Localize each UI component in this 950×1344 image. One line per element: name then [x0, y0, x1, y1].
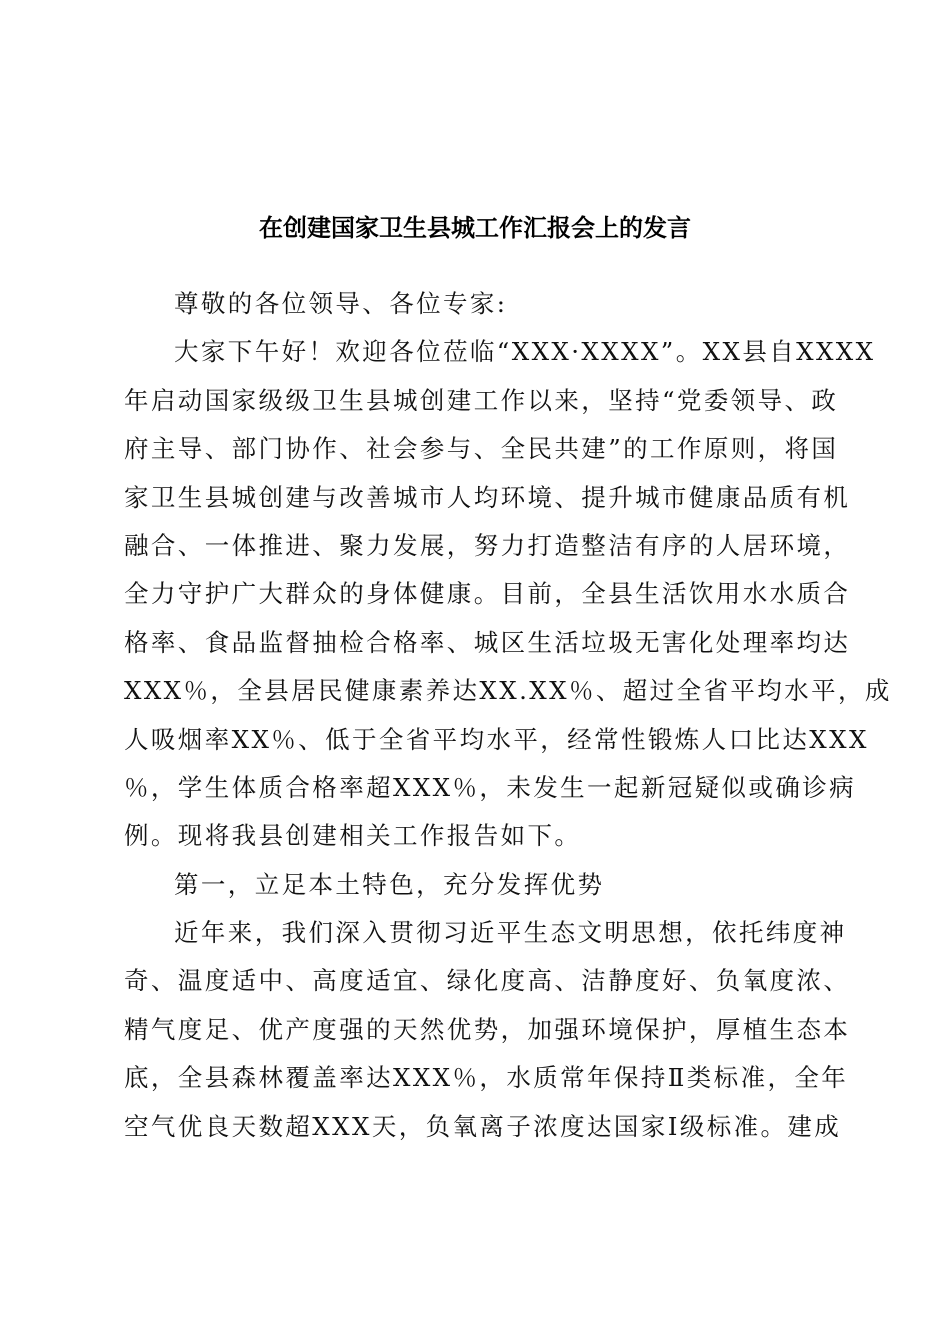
- paragraph-line: ％，学生体质合格率超XXX％，未发生一起新冠疑似或确诊病: [124, 772, 857, 802]
- paragraph-line: 底，全县森林覆盖率达XXX％，水质常年保持Ⅱ类标准，全年: [124, 1063, 849, 1093]
- paragraph-line: 格率、食品监督抽检合格率、城区生活垃圾无害化处理率均达: [124, 627, 851, 657]
- paragraph-line: 府主导、部门协作、社会参与、全民共建”的工作原则，将国: [124, 434, 839, 464]
- paragraph-line: 奇、温度适中、高度适宜、绿化度高、洁静度好、负氧度浓、: [124, 966, 851, 996]
- paragraph-line: 年启动国家级级卫生县城创建工作以来，坚持“党委领导、政: [124, 385, 839, 415]
- paragraph-line: 人吸烟率XX％、低于全省平均水平，经常性锻炼人口比达XXX: [124, 724, 869, 754]
- paragraph-line: XXX％，全县居民健康素养达XX.XX％、超过全省平均水平，成: [124, 676, 892, 706]
- paragraph-line: 空气优良天数超XXX天，负氧离子浓度达国家Ⅰ级标准。建成: [124, 1111, 842, 1141]
- paragraph-line: 尊敬的各位领导、各位专家:: [174, 289, 508, 318]
- paragraph-line: 例。现将我县创建相关工作报告如下。: [124, 821, 582, 851]
- paragraph-line: 融合、一体推进、聚力发展，努力打造整洁有序的人居环境，: [124, 530, 851, 560]
- paragraph-line: 家卫生县城创建与改善城市人均环境、提升城市健康品质有机: [124, 482, 851, 512]
- paragraph-line: 全力守护广大群众的身体健康。目前，全县生活饮用水水质合: [124, 579, 851, 609]
- paragraph-line: 大家下午好！欢迎各位莅临“XXX·XXXX”。XX县自XXXX: [174, 337, 876, 367]
- paragraph-line: 近年来，我们深入贯彻习近平生态文明思想，依托纬度神: [174, 918, 847, 948]
- section-heading: 第一，立足本土特色，充分发挥优势: [174, 869, 605, 899]
- paragraph-line: 精气度足、优产度强的天然优势，加强环境保护，厚植生态本: [124, 1014, 851, 1044]
- document-body: [124, 280, 892, 1151]
- document-title: 在创建国家卫生县城工作汇报会上的发言: [259, 213, 691, 242]
